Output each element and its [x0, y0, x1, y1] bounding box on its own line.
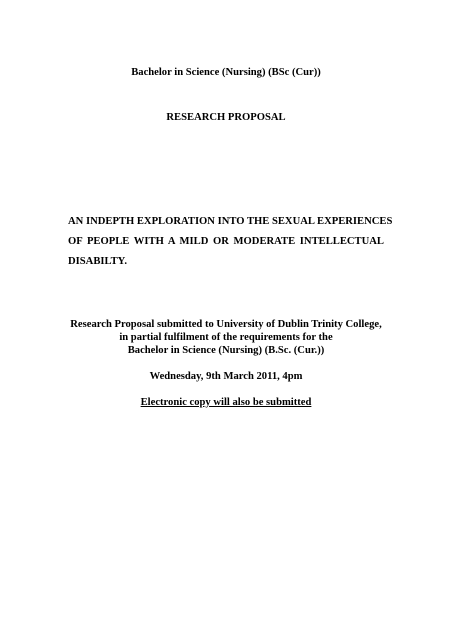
title-line-2: OF PEOPLE WITH A MILD OR MODERATE INTELLECTUAL [68, 236, 384, 247]
submission-line-2: in partial fulfilment of the requirements for the [119, 332, 333, 343]
document-type-heading: RESEARCH PROPOSAL [166, 112, 286, 123]
submission-date: Wednesday, 9th March 2011, 4pm [149, 371, 303, 382]
title-line-1: AN INDEPTH EXPLORATION INTO THE SEXUAL EXPERIENCES [68, 216, 393, 227]
degree-heading: Bachelor in Science (Nursing) (BSc (Cur)) [131, 67, 321, 78]
title-line-3: DISABILTY. [68, 256, 127, 267]
electronic-copy-note: Electronic copy will also be submitted [140, 397, 312, 408]
submission-line-3: Bachelor in Science (Nursing) (B.Sc. (Cur.)) [127, 345, 325, 356]
submission-line-1: Research Proposal submitted to University of Dublin Trinity College, [70, 319, 382, 330]
